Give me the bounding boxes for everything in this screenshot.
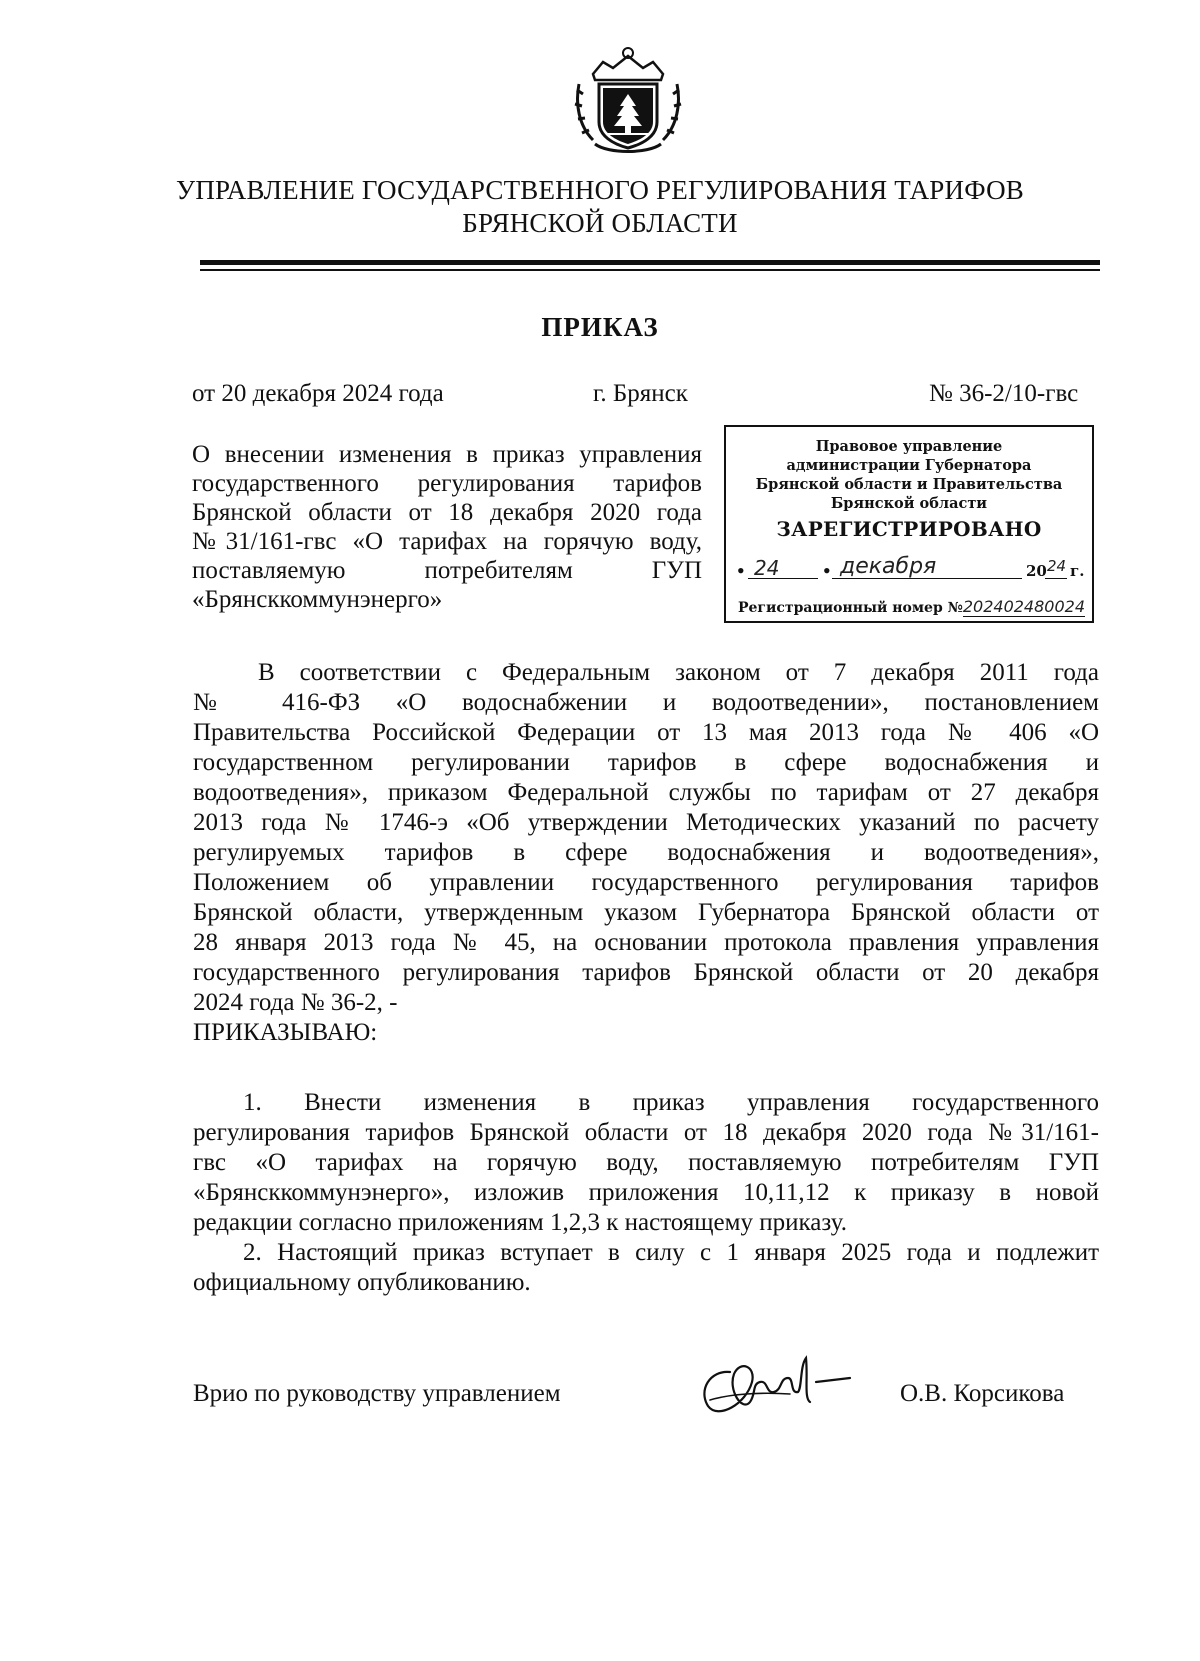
organization-name-line2: БРЯНСКОЙ ОБЛАСТИ [462, 208, 738, 238]
document-type-title: ПРИКАЗ [541, 312, 659, 342]
preamble-line: водоотведения», приказом Федеральной службы по тарифам от 27 декабря [193, 779, 1099, 806]
subject-line: «Брянсккоммунэнерго» [192, 586, 443, 613]
order-subject [192, 440, 702, 614]
subject-line: государственного регулирования тарифов [192, 470, 702, 497]
preamble-line: 28 января 2013 года № 45, на основании протокола правления управления [193, 929, 1099, 956]
preamble-paragraph [193, 658, 1099, 1048]
signer-position: Врио по руководству управлением [193, 1380, 561, 1407]
stamp-month-handwritten: декабря [840, 554, 937, 579]
preamble-line: Положением об управлении государственного регулирования тарифов [193, 869, 1099, 896]
preamble-line: регулируемых тарифов в сфере водоснабжения и водоотведения», [193, 839, 1099, 866]
stamp-line: Правовое управление [815, 438, 1003, 455]
handwritten-signature [690, 1342, 870, 1422]
organization-name-line1: УПРАВЛЕНИЕ ГОСУДАРСТВЕННОГО РЕГУЛИРОВАНИЯ ТАРИФОВ [176, 175, 1024, 205]
subject-line: Брянской области от 18 декабря 2020 года [192, 499, 702, 526]
header-rule-thick [200, 260, 1100, 265]
item1-line: регулирования тарифов Брянской области от 18 декабря 2020 года №31/161- [193, 1119, 1099, 1146]
signer-name: О.В. Корсикова [900, 1380, 1065, 1407]
preamble-line: 2024 года № 36-2, - [193, 989, 398, 1016]
stamp-year-mark: г. [1070, 562, 1085, 580]
item2-line: 2. Настоящий приказ вступает в силу с 1 января 2025 года и подлежит [243, 1239, 1099, 1266]
preamble-line: № 416-ФЗ «О водоснабжении и водоотведении», постановлением [193, 689, 1099, 716]
preamble-line: государственного регулирования тарифов Брянской области от 20 декабря [193, 959, 1099, 986]
stamp-day-handwritten: 24 [754, 556, 780, 580]
subject-line: О внесении изменения в приказ управления [192, 441, 702, 468]
order-item-2 [193, 1238, 1099, 1298]
stamp-date-row: • 24 • декабря 20 24 г. [736, 554, 1085, 580]
stamp-reg-label: Регистрационный номер № [738, 600, 963, 616]
stamp-registered: ЗАРЕГИСТРИРОВАНО [776, 517, 1042, 541]
item2-line: официальному опубликованию. [193, 1269, 531, 1296]
subject-line: поставляемую потребителям ГУП [192, 557, 702, 584]
item1-line: 1. Внести изменения в приказ управления государственного [243, 1089, 1099, 1116]
order-number: № 36-2/10-гвс [929, 380, 1079, 407]
item1-line: гвс «О тарифах на горячую воду, поставляемую потребителям ГУП [193, 1149, 1099, 1176]
order-date: от 20 декабря 2024 года [192, 380, 444, 407]
order-item-1 [193, 1088, 1099, 1238]
stamp-year-prefix: 20 [1026, 562, 1047, 580]
order-word: ПРИКАЗЫВАЮ: [193, 1019, 378, 1046]
preamble-line: государственном регулировании тарифов в сфере водоснабжения и [193, 749, 1099, 776]
preamble-line: 2013 года № 1746-э «Об утверждении Методических указаний по расчету [193, 809, 1099, 836]
stamp-line: Брянской области и Правительства [755, 476, 1063, 493]
item1-line: «Брянсккоммунэнерго», изложив приложения 10,11,12 к приказу в новой [193, 1179, 1099, 1206]
coat-of-arms-emblem [573, 44, 683, 156]
preamble-line: Брянской области, утвержденным указом Губернатора Брянской области от [193, 899, 1099, 926]
stamp-reg-number-handwritten: 202402480024 [962, 597, 1085, 616]
order-city: г. Брянск [593, 380, 688, 407]
stamp-line: администрации Губернатора [786, 457, 1032, 474]
item1-line: редакции согласно приложениям 1,2,3 к настоящему приказу. [193, 1209, 847, 1236]
preamble-line: Правительства Российской Федерации от 13 мая 2013 года № 406 «О [193, 719, 1099, 746]
preamble-line: В соответствии с Федеральным законом от 7 декабря 2011 года [258, 659, 1099, 686]
header-rule-thin [200, 269, 1100, 271]
stamp-reg-number-row [738, 597, 1085, 616]
stamp-line: Брянской области [830, 495, 988, 512]
registration-stamp [724, 425, 1094, 623]
subject-line: №31/161-гвс «О тарифах на горячую воду, [192, 528, 702, 555]
stamp-year-handwritten: 24 [1047, 557, 1067, 575]
